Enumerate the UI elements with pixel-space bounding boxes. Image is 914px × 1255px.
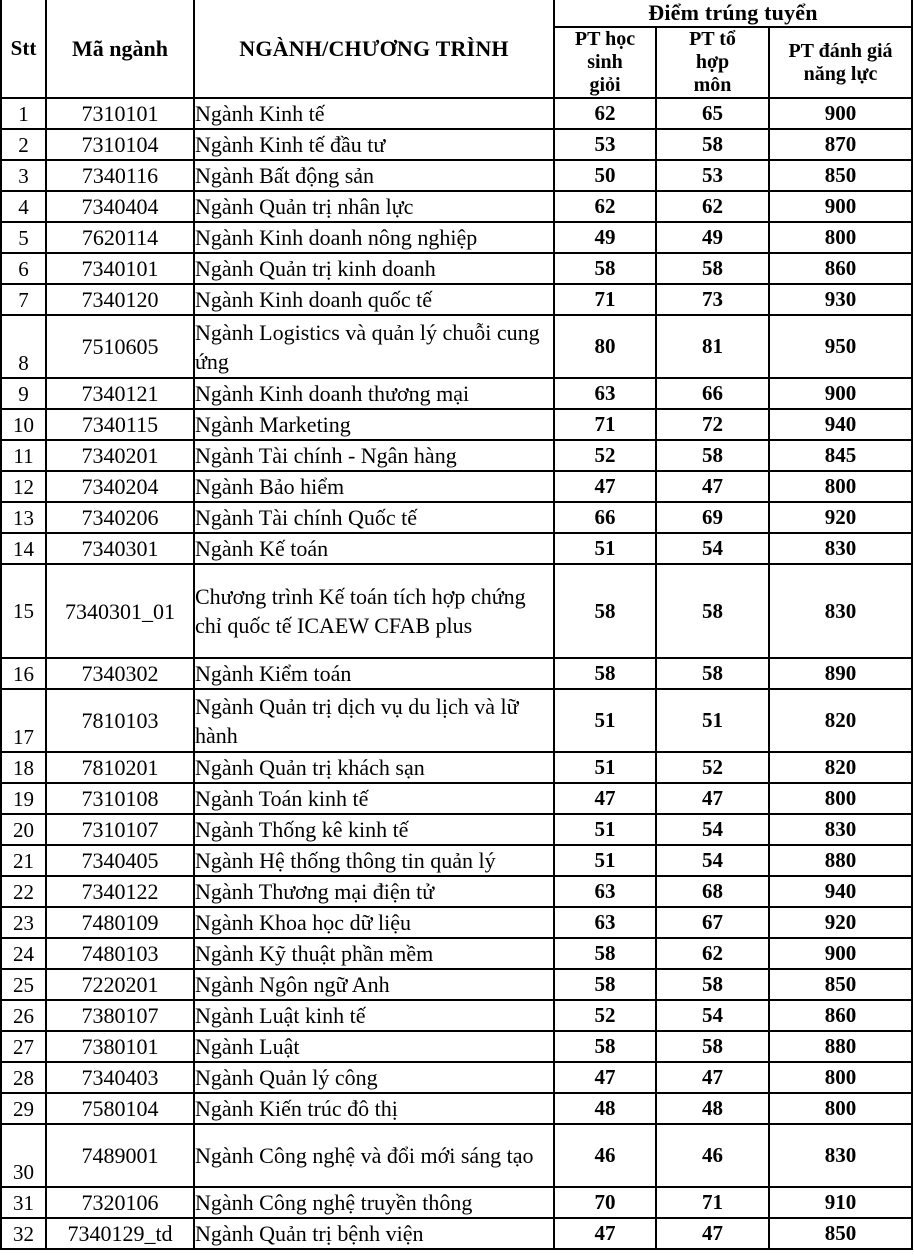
cell-diem-pt-danh-gia-nang-luc: 800 xyxy=(769,471,912,502)
cell-stt: 17 xyxy=(1,689,46,752)
column-header-diem-trung-tuyen: Điểm trúng tuyển xyxy=(554,0,912,27)
cell-stt: 11 xyxy=(1,440,46,471)
cell-diem-pt-hoc-sinh-gioi: 63 xyxy=(554,907,656,938)
header-line: PT đánh giá xyxy=(788,39,893,62)
cell-diem-pt-danh-gia-nang-luc: 920 xyxy=(769,502,912,533)
cell-diem-pt-to-hop-mon: 73 xyxy=(656,284,769,315)
cell-diem-pt-hoc-sinh-gioi: 63 xyxy=(554,378,656,409)
cell-diem-pt-to-hop-mon: 54 xyxy=(656,845,769,876)
cell-diem-pt-to-hop-mon: 47 xyxy=(656,471,769,502)
cell-nganh-chuong-trinh: Ngành Kinh doanh quốc tế xyxy=(194,284,554,315)
table-row xyxy=(1,876,912,907)
table-row xyxy=(1,783,912,814)
cell-nganh-chuong-trinh: Ngành Logistics và quản lý chuỗi cung ứng xyxy=(194,315,554,378)
cell-diem-pt-to-hop-mon: 69 xyxy=(656,502,769,533)
table-row xyxy=(1,938,912,969)
cell-ma-nganh: 7810103 xyxy=(46,689,194,752)
column-header-pt-hoc-sinh-gioi xyxy=(554,27,656,98)
header-row-group xyxy=(1,0,912,27)
cell-ma-nganh: 7340116 xyxy=(46,160,194,191)
cell-stt: 22 xyxy=(1,876,46,907)
cell-nganh-chuong-trinh: Ngành Quản trị kinh doanh xyxy=(194,253,554,284)
header-line: giỏi xyxy=(589,74,621,96)
column-header-pt-to-hop-mon xyxy=(656,27,769,98)
cell-ma-nganh: 7340115 xyxy=(46,409,194,440)
cell-diem-pt-to-hop-mon: 51 xyxy=(656,689,769,752)
cell-nganh-chuong-trinh: Ngành Luật kinh tế xyxy=(194,1000,554,1031)
cell-nganh-chuong-trinh: Ngành Khoa học dữ liệu xyxy=(194,907,554,938)
cell-diem-pt-hoc-sinh-gioi: 52 xyxy=(554,440,656,471)
cell-diem-pt-danh-gia-nang-luc: 890 xyxy=(769,658,912,689)
cell-stt: 14 xyxy=(1,533,46,564)
cell-diem-pt-danh-gia-nang-luc: 830 xyxy=(769,533,912,564)
cell-diem-pt-hoc-sinh-gioi: 71 xyxy=(554,409,656,440)
column-header-nganh-chuong-trinh: NGÀNH/CHƯƠNG TRÌNH xyxy=(194,0,554,98)
cell-diem-pt-hoc-sinh-gioi: 80 xyxy=(554,315,656,378)
table-row xyxy=(1,440,912,471)
cell-diem-pt-to-hop-mon: 49 xyxy=(656,222,769,253)
cell-nganh-chuong-trinh: Ngành Công nghệ và đổi mới sáng tạo xyxy=(194,1124,554,1187)
cell-diem-pt-danh-gia-nang-luc: 850 xyxy=(769,969,912,1000)
cell-diem-pt-to-hop-mon: 58 xyxy=(656,1031,769,1062)
cell-stt: 18 xyxy=(1,752,46,783)
cell-ma-nganh: 7340301_01 xyxy=(46,564,194,658)
cell-ma-nganh: 7489001 xyxy=(46,1124,194,1187)
cell-diem-pt-hoc-sinh-gioi: 51 xyxy=(554,814,656,845)
cell-nganh-chuong-trinh: Ngành Quản trị nhân lực xyxy=(194,191,554,222)
cell-ma-nganh: 7340120 xyxy=(46,284,194,315)
cell-diem-pt-to-hop-mon: 67 xyxy=(656,907,769,938)
cell-diem-pt-hoc-sinh-gioi: 52 xyxy=(554,1000,656,1031)
cell-diem-pt-danh-gia-nang-luc: 870 xyxy=(769,129,912,160)
table-row xyxy=(1,191,912,222)
cell-diem-pt-to-hop-mon: 47 xyxy=(656,783,769,814)
cell-diem-pt-danh-gia-nang-luc: 940 xyxy=(769,409,912,440)
cell-diem-pt-danh-gia-nang-luc: 940 xyxy=(769,876,912,907)
cell-stt: 30 xyxy=(1,1124,46,1187)
cell-stt: 7 xyxy=(1,284,46,315)
table-row xyxy=(1,814,912,845)
cell-diem-pt-hoc-sinh-gioi: 58 xyxy=(554,564,656,658)
cell-diem-pt-to-hop-mon: 54 xyxy=(656,533,769,564)
cell-diem-pt-danh-gia-nang-luc: 880 xyxy=(769,1031,912,1062)
cell-diem-pt-to-hop-mon: 46 xyxy=(656,1124,769,1187)
table-row xyxy=(1,129,912,160)
cell-nganh-chuong-trinh: Chương trình Kế toán tích hợp chứng chỉ quốc tế ICAEW CFAB plus xyxy=(194,564,554,658)
cell-diem-pt-danh-gia-nang-luc: 860 xyxy=(769,253,912,284)
cell-nganh-chuong-trinh: Ngành Marketing xyxy=(194,409,554,440)
table-row xyxy=(1,98,912,129)
table-row xyxy=(1,1031,912,1062)
cell-stt: 2 xyxy=(1,129,46,160)
cell-ma-nganh: 7220201 xyxy=(46,969,194,1000)
table-row xyxy=(1,564,912,658)
cell-diem-pt-to-hop-mon: 81 xyxy=(656,315,769,378)
cell-nganh-chuong-trinh: Ngành Tài chính Quốc tế xyxy=(194,502,554,533)
cell-nganh-chuong-trinh: Ngành Thống kê kinh tế xyxy=(194,814,554,845)
cell-ma-nganh: 7340404 xyxy=(46,191,194,222)
cell-nganh-chuong-trinh: Ngành Quản trị dịch vụ du lịch và lữ hành xyxy=(194,689,554,752)
cell-diem-pt-hoc-sinh-gioi: 70 xyxy=(554,1187,656,1218)
table-row xyxy=(1,315,912,378)
cell-diem-pt-to-hop-mon: 62 xyxy=(656,938,769,969)
cell-nganh-chuong-trinh: Ngành Kế toán xyxy=(194,533,554,564)
cell-diem-pt-to-hop-mon: 71 xyxy=(656,1187,769,1218)
cell-diem-pt-danh-gia-nang-luc: 800 xyxy=(769,1062,912,1093)
cell-diem-pt-to-hop-mon: 58 xyxy=(656,564,769,658)
cell-diem-pt-hoc-sinh-gioi: 71 xyxy=(554,284,656,315)
table-row xyxy=(1,378,912,409)
table-row xyxy=(1,1124,912,1187)
table-row xyxy=(1,1218,912,1249)
cell-nganh-chuong-trinh: Ngành Quản lý công xyxy=(194,1062,554,1093)
column-header-ma-nganh: Mã ngành xyxy=(46,0,194,98)
cell-ma-nganh: 7340201 xyxy=(46,440,194,471)
cell-diem-pt-to-hop-mon: 54 xyxy=(656,814,769,845)
cell-diem-pt-danh-gia-nang-luc: 900 xyxy=(769,938,912,969)
cell-diem-pt-danh-gia-nang-luc: 850 xyxy=(769,1218,912,1249)
table-row xyxy=(1,969,912,1000)
cell-diem-pt-hoc-sinh-gioi: 51 xyxy=(554,752,656,783)
cell-diem-pt-hoc-sinh-gioi: 49 xyxy=(554,222,656,253)
cell-diem-pt-danh-gia-nang-luc: 830 xyxy=(769,814,912,845)
cell-diem-pt-hoc-sinh-gioi: 48 xyxy=(554,1093,656,1124)
cell-diem-pt-hoc-sinh-gioi: 47 xyxy=(554,783,656,814)
header-line: PT tổ xyxy=(689,28,736,50)
cell-ma-nganh: 7810201 xyxy=(46,752,194,783)
cell-ma-nganh: 7380107 xyxy=(46,1000,194,1031)
header-line: PT học xyxy=(574,28,636,50)
cell-stt: 5 xyxy=(1,222,46,253)
table-row xyxy=(1,409,912,440)
cell-diem-pt-danh-gia-nang-luc: 930 xyxy=(769,284,912,315)
cell-diem-pt-to-hop-mon: 53 xyxy=(656,160,769,191)
cell-stt: 27 xyxy=(1,1031,46,1062)
cell-diem-pt-hoc-sinh-gioi: 51 xyxy=(554,533,656,564)
cell-nganh-chuong-trinh: Ngành Bất động sản xyxy=(194,160,554,191)
cell-diem-pt-to-hop-mon: 48 xyxy=(656,1093,769,1124)
cell-diem-pt-danh-gia-nang-luc: 900 xyxy=(769,98,912,129)
cell-diem-pt-danh-gia-nang-luc: 845 xyxy=(769,440,912,471)
cell-stt: 6 xyxy=(1,253,46,284)
table-row xyxy=(1,533,912,564)
cell-diem-pt-hoc-sinh-gioi: 47 xyxy=(554,1218,656,1249)
cell-ma-nganh: 7510605 xyxy=(46,315,194,378)
cell-stt: 1 xyxy=(1,98,46,129)
cell-ma-nganh: 7340121 xyxy=(46,378,194,409)
cell-ma-nganh: 7340101 xyxy=(46,253,194,284)
cell-diem-pt-to-hop-mon: 66 xyxy=(656,378,769,409)
table-row xyxy=(1,253,912,284)
cell-stt: 20 xyxy=(1,814,46,845)
cell-nganh-chuong-trinh: Ngành Bảo hiểm xyxy=(194,471,554,502)
cell-ma-nganh: 7310104 xyxy=(46,129,194,160)
cell-nganh-chuong-trinh: Ngành Quản trị khách sạn xyxy=(194,752,554,783)
table-row xyxy=(1,1093,912,1124)
cell-diem-pt-danh-gia-nang-luc: 820 xyxy=(769,752,912,783)
cell-stt: 29 xyxy=(1,1093,46,1124)
cell-diem-pt-hoc-sinh-gioi: 62 xyxy=(554,98,656,129)
table-header xyxy=(1,0,912,98)
cell-stt: 15 xyxy=(1,564,46,658)
cell-diem-pt-hoc-sinh-gioi: 46 xyxy=(554,1124,656,1187)
cell-diem-pt-danh-gia-nang-luc: 900 xyxy=(769,191,912,222)
cell-ma-nganh: 7620114 xyxy=(46,222,194,253)
cell-diem-pt-danh-gia-nang-luc: 800 xyxy=(769,1093,912,1124)
cell-diem-pt-danh-gia-nang-luc: 800 xyxy=(769,783,912,814)
column-header-pt-danh-gia-nang-luc xyxy=(769,27,912,98)
cell-stt: 12 xyxy=(1,471,46,502)
cell-nganh-chuong-trinh: Ngành Toán kinh tế xyxy=(194,783,554,814)
cell-nganh-chuong-trinh: Ngành Ngôn ngữ Anh xyxy=(194,969,554,1000)
cell-diem-pt-hoc-sinh-gioi: 51 xyxy=(554,845,656,876)
cell-stt: 13 xyxy=(1,502,46,533)
cell-diem-pt-danh-gia-nang-luc: 830 xyxy=(769,1124,912,1187)
cell-stt: 4 xyxy=(1,191,46,222)
cell-diem-pt-hoc-sinh-gioi: 58 xyxy=(554,969,656,1000)
cell-diem-pt-danh-gia-nang-luc: 900 xyxy=(769,378,912,409)
cell-stt: 16 xyxy=(1,658,46,689)
cell-stt: 21 xyxy=(1,845,46,876)
cell-ma-nganh: 7340206 xyxy=(46,502,194,533)
cell-diem-pt-to-hop-mon: 58 xyxy=(656,969,769,1000)
table-row xyxy=(1,284,912,315)
table-row xyxy=(1,658,912,689)
table-row xyxy=(1,502,912,533)
cell-ma-nganh: 7340403 xyxy=(46,1062,194,1093)
cell-ma-nganh: 7340204 xyxy=(46,471,194,502)
cell-diem-pt-to-hop-mon: 54 xyxy=(656,1000,769,1031)
cell-diem-pt-to-hop-mon: 58 xyxy=(656,253,769,284)
cell-ma-nganh: 7310107 xyxy=(46,814,194,845)
table-row xyxy=(1,689,912,752)
cell-diem-pt-hoc-sinh-gioi: 50 xyxy=(554,160,656,191)
cell-ma-nganh: 7310101 xyxy=(46,98,194,129)
cell-diem-pt-danh-gia-nang-luc: 820 xyxy=(769,689,912,752)
cell-diem-pt-to-hop-mon: 52 xyxy=(656,752,769,783)
cell-ma-nganh: 7320106 xyxy=(46,1187,194,1218)
cell-stt: 8 xyxy=(1,315,46,378)
cell-stt: 10 xyxy=(1,409,46,440)
cell-nganh-chuong-trinh: Ngành Quản trị bệnh viện xyxy=(194,1218,554,1249)
cell-stt: 9 xyxy=(1,378,46,409)
cell-nganh-chuong-trinh: Ngành Kinh tế đầu tư xyxy=(194,129,554,160)
cell-diem-pt-danh-gia-nang-luc: 830 xyxy=(769,564,912,658)
cell-stt: 3 xyxy=(1,160,46,191)
table-row xyxy=(1,1000,912,1031)
cell-ma-nganh: 7340129_td xyxy=(46,1218,194,1249)
cell-ma-nganh: 7340122 xyxy=(46,876,194,907)
cell-diem-pt-danh-gia-nang-luc: 800 xyxy=(769,222,912,253)
cell-diem-pt-hoc-sinh-gioi: 47 xyxy=(554,471,656,502)
cell-diem-pt-hoc-sinh-gioi: 58 xyxy=(554,658,656,689)
cell-ma-nganh: 7310108 xyxy=(46,783,194,814)
cell-stt: 32 xyxy=(1,1218,46,1249)
cell-ma-nganh: 7380101 xyxy=(46,1031,194,1062)
cell-nganh-chuong-trinh: Ngành Công nghệ truyền thông xyxy=(194,1187,554,1218)
cell-stt: 26 xyxy=(1,1000,46,1031)
cell-diem-pt-to-hop-mon: 65 xyxy=(656,98,769,129)
header-line: năng lực xyxy=(803,62,878,85)
table-row xyxy=(1,845,912,876)
table-row xyxy=(1,1062,912,1093)
cell-nganh-chuong-trinh: Ngành Kinh doanh nông nghiệp xyxy=(194,222,554,253)
header-line: hợp xyxy=(695,51,730,73)
table-body xyxy=(1,98,912,1249)
table-row xyxy=(1,471,912,502)
cell-diem-pt-hoc-sinh-gioi: 63 xyxy=(554,876,656,907)
cell-nganh-chuong-trinh: Ngành Kinh tế xyxy=(194,98,554,129)
cell-diem-pt-hoc-sinh-gioi: 58 xyxy=(554,253,656,284)
cell-stt: 23 xyxy=(1,907,46,938)
cell-nganh-chuong-trinh: Ngành Tài chính - Ngân hàng xyxy=(194,440,554,471)
cell-stt: 28 xyxy=(1,1062,46,1093)
cell-diem-pt-danh-gia-nang-luc: 880 xyxy=(769,845,912,876)
cell-diem-pt-to-hop-mon: 68 xyxy=(656,876,769,907)
cell-diem-pt-danh-gia-nang-luc: 860 xyxy=(769,1000,912,1031)
cell-diem-pt-danh-gia-nang-luc: 850 xyxy=(769,160,912,191)
cell-diem-pt-to-hop-mon: 62 xyxy=(656,191,769,222)
cell-diem-pt-hoc-sinh-gioi: 58 xyxy=(554,938,656,969)
cell-diem-pt-danh-gia-nang-luc: 910 xyxy=(769,1187,912,1218)
cell-diem-pt-hoc-sinh-gioi: 62 xyxy=(554,191,656,222)
table-row xyxy=(1,222,912,253)
cell-ma-nganh: 7340302 xyxy=(46,658,194,689)
cell-nganh-chuong-trinh: Ngành Kỹ thuật phần mềm xyxy=(194,938,554,969)
cell-diem-pt-danh-gia-nang-luc: 920 xyxy=(769,907,912,938)
cell-stt: 24 xyxy=(1,938,46,969)
cell-nganh-chuong-trinh: Ngành Kinh doanh thương mại xyxy=(194,378,554,409)
cell-ma-nganh: 7480103 xyxy=(46,938,194,969)
table-row xyxy=(1,752,912,783)
cell-ma-nganh: 7580104 xyxy=(46,1093,194,1124)
header-line: sinh xyxy=(587,51,623,73)
cell-nganh-chuong-trinh: Ngành Kiểm toán xyxy=(194,658,554,689)
cell-ma-nganh: 7480109 xyxy=(46,907,194,938)
cell-diem-pt-danh-gia-nang-luc: 950 xyxy=(769,315,912,378)
cell-stt: 31 xyxy=(1,1187,46,1218)
cell-diem-pt-hoc-sinh-gioi: 58 xyxy=(554,1031,656,1062)
cell-nganh-chuong-trinh: Ngành Luật xyxy=(194,1031,554,1062)
cell-nganh-chuong-trinh: Ngành Thương mại điện tử xyxy=(194,876,554,907)
cell-stt: 19 xyxy=(1,783,46,814)
cell-diem-pt-hoc-sinh-gioi: 47 xyxy=(554,1062,656,1093)
cell-ma-nganh: 7340301 xyxy=(46,533,194,564)
cell-diem-pt-hoc-sinh-gioi: 66 xyxy=(554,502,656,533)
table-row xyxy=(1,160,912,191)
table-row xyxy=(1,907,912,938)
column-header-stt: Stt xyxy=(1,0,46,98)
cell-diem-pt-to-hop-mon: 47 xyxy=(656,1218,769,1249)
cell-diem-pt-to-hop-mon: 58 xyxy=(656,129,769,160)
cell-diem-pt-hoc-sinh-gioi: 53 xyxy=(554,129,656,160)
cell-diem-pt-to-hop-mon: 58 xyxy=(656,440,769,471)
cell-diem-pt-hoc-sinh-gioi: 51 xyxy=(554,689,656,752)
cell-nganh-chuong-trinh: Ngành Hệ thống thông tin quản lý xyxy=(194,845,554,876)
cell-diem-pt-to-hop-mon: 58 xyxy=(656,658,769,689)
table-row xyxy=(1,1187,912,1218)
cell-nganh-chuong-trinh: Ngành Kiến trúc đô thị xyxy=(194,1093,554,1124)
cell-diem-pt-to-hop-mon: 47 xyxy=(656,1062,769,1093)
cell-diem-pt-to-hop-mon: 72 xyxy=(656,409,769,440)
cell-stt: 25 xyxy=(1,969,46,1000)
header-line: môn xyxy=(693,74,732,96)
cell-ma-nganh: 7340405 xyxy=(46,845,194,876)
